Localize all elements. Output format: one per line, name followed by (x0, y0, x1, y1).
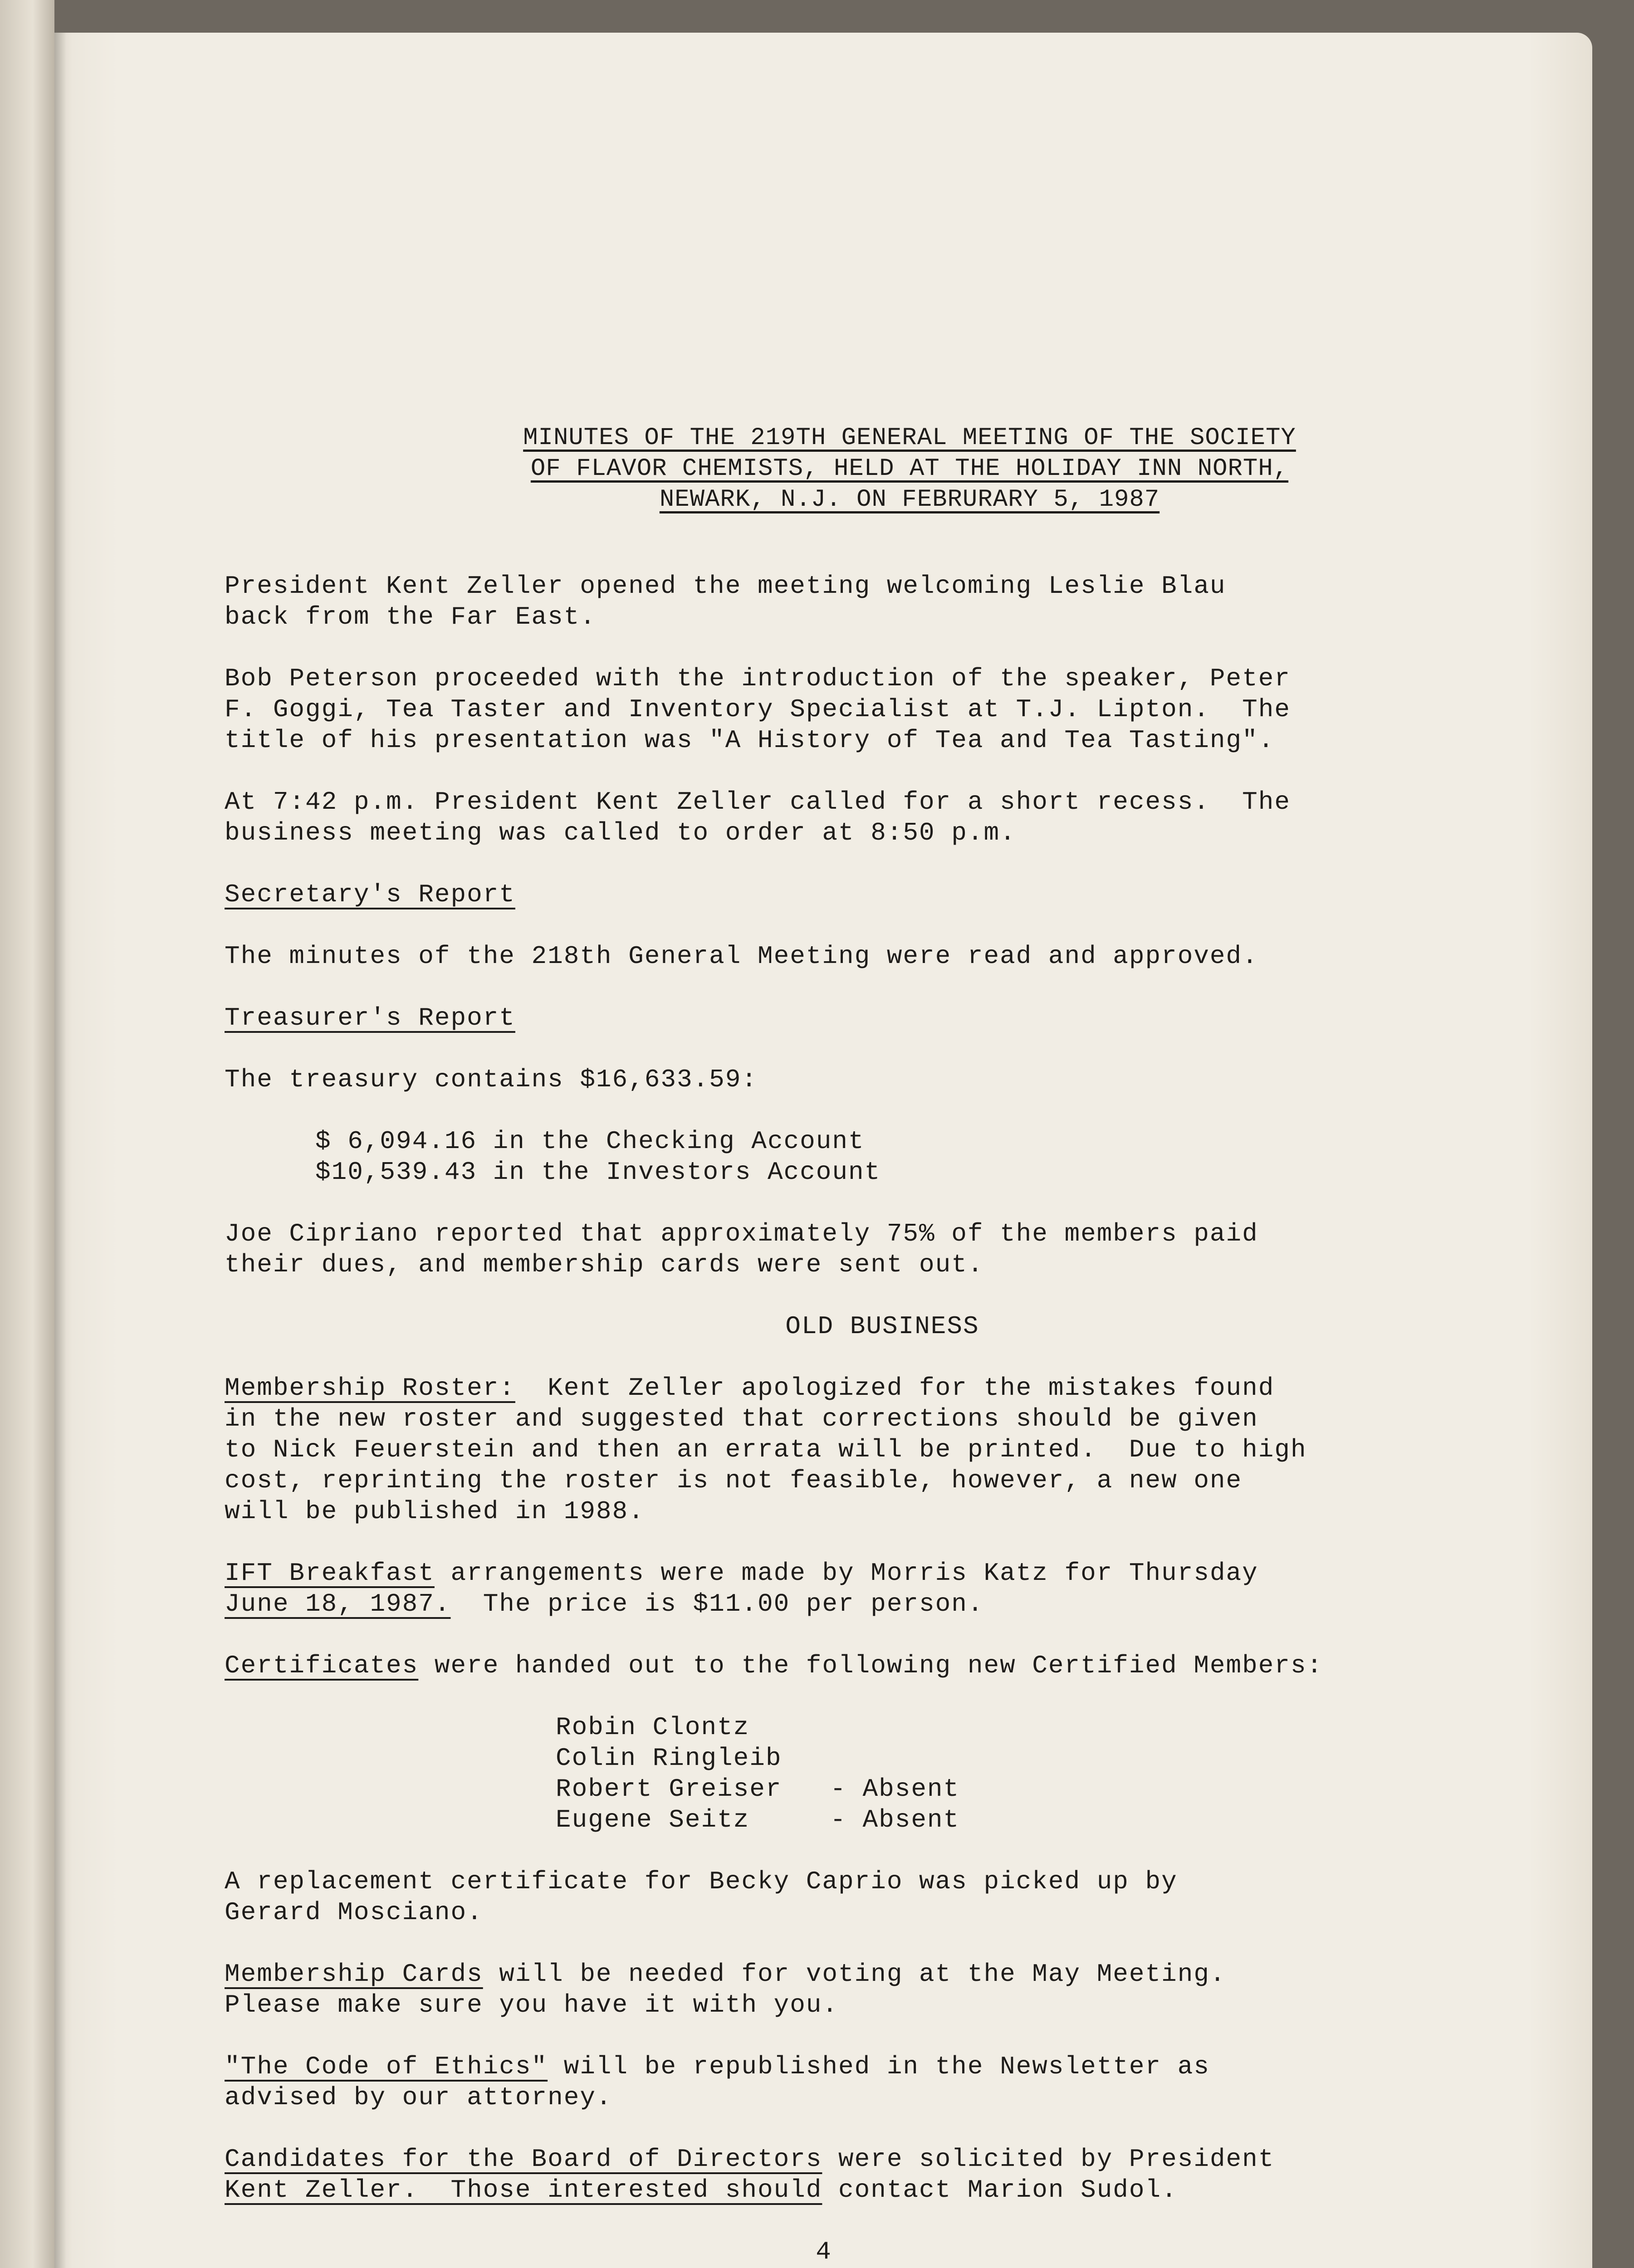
recess-paragraph: At 7:42 p.m. President Kent Zeller called for a short recess. The business meeting was called to order at 8:50 p.m. (225, 787, 1291, 847)
title-line-3: NEWARK, N.J. ON FEBRURARY 5, 1987 (659, 486, 1160, 513)
minutes-title (404, 423, 1415, 515)
title-line-1: MINUTES OF THE 219TH GENERAL MEETING OF THE SOCIETY (523, 424, 1296, 452)
member-item: Colin Ringleib (556, 1744, 782, 1773)
page-number: 4 (816, 2237, 831, 2266)
investors-account: $10,539.43 in the Investors Account (315, 1158, 881, 1187)
board-name: Kent Zeller. Those interested should (225, 2175, 822, 2204)
member-item: Eugene Seitz - Absent (556, 1805, 960, 1834)
board-heading: Candidates for the Board of Directors (225, 2145, 822, 2174)
ift-date: June 18, 1987. (225, 1589, 451, 1618)
old-business-heading: OLD BUSINESS (785, 1312, 979, 1341)
treasury-total: The treasury contains $16,633.59: (225, 1065, 758, 1094)
certified-members-list (556, 1712, 1540, 1835)
minutes-body (225, 540, 1540, 2236)
opening-paragraph: President Kent Zeller opened the meeting welcoming Leslie Blau back from the Far East. (225, 572, 1226, 631)
ethics-paragraph: "The Code of Ethics" will be republished in the Newsletter as advised by our attorney. (225, 2052, 1210, 2112)
member-item: Robin Clontz (556, 1713, 750, 1742)
ift-paragraph: IFT Breakfast arrangements were made by Morris Katz for Thursday June 18, 1987. The price is $11.00 per person. (225, 1559, 1258, 1618)
roster-heading: Membership Roster: (225, 1374, 515, 1403)
member-item: Robert Greiser - Absent (556, 1774, 960, 1804)
ethics-heading: "The Code of Ethics" (225, 2052, 548, 2081)
board-paragraph: Candidates for the Board of Directors were solicited by President Kent Zeller. Those interested should contact Marion Sudol. (225, 2145, 1275, 2204)
treasurer-heading: Treasurer's Report (225, 1003, 515, 1032)
secretary-report: The minutes of the 218th General Meeting were read and approved. (225, 942, 1258, 971)
roster-paragraph: Membership Roster: Kent Zeller apologized for the mistakes found in the new roster and suggested that corrections should be given to Nick Feuerstein and then an errata will be printed. Due to high cost, reprinting the roster is not feasible, however, a new one will be published in 1988. (225, 1374, 1307, 1526)
facing-page-edge (0, 0, 54, 2268)
secretary-heading: Secretary's Report (225, 880, 515, 909)
certificates-paragraph: Certificates were handed out to the following new Certified Members: (225, 1651, 1323, 1680)
title-line-2: OF FLAVOR CHEMISTS, HELD AT THE HOLIDAY INN NORTH, (530, 455, 1289, 483)
certificates-heading: Certificates (225, 1651, 419, 1680)
cards-paragraph: Membership Cards will be needed for voting at the May Meeting. Please make sure you have it with you. (225, 1960, 1226, 2019)
ift-heading: IFT Breakfast (225, 1559, 435, 1588)
speaker-paragraph: Bob Peterson proceeded with the introduction of the speaker, Peter F. Goggi, Tea Taster and Inventory Specialist at T.J. Lipton. The title of his presentation was "A History of Tea and Tea Tasting". (225, 664, 1291, 755)
checking-account: $ 6,094.16 in the Checking Account (315, 1127, 865, 1156)
replacement-paragraph: A replacement certificate for Becky Caprio was picked up by Gerard Mosciano. (225, 1867, 1178, 1927)
account-list (315, 1126, 1540, 1188)
dues-paragraph: Joe Cipriano reported that approximately 75% of the members paid their dues, and membership cards were sent out. (225, 1219, 1258, 1279)
document-page (54, 33, 1592, 2268)
spine-shadow (54, 33, 66, 2268)
cards-heading: Membership Cards (225, 1960, 483, 1989)
